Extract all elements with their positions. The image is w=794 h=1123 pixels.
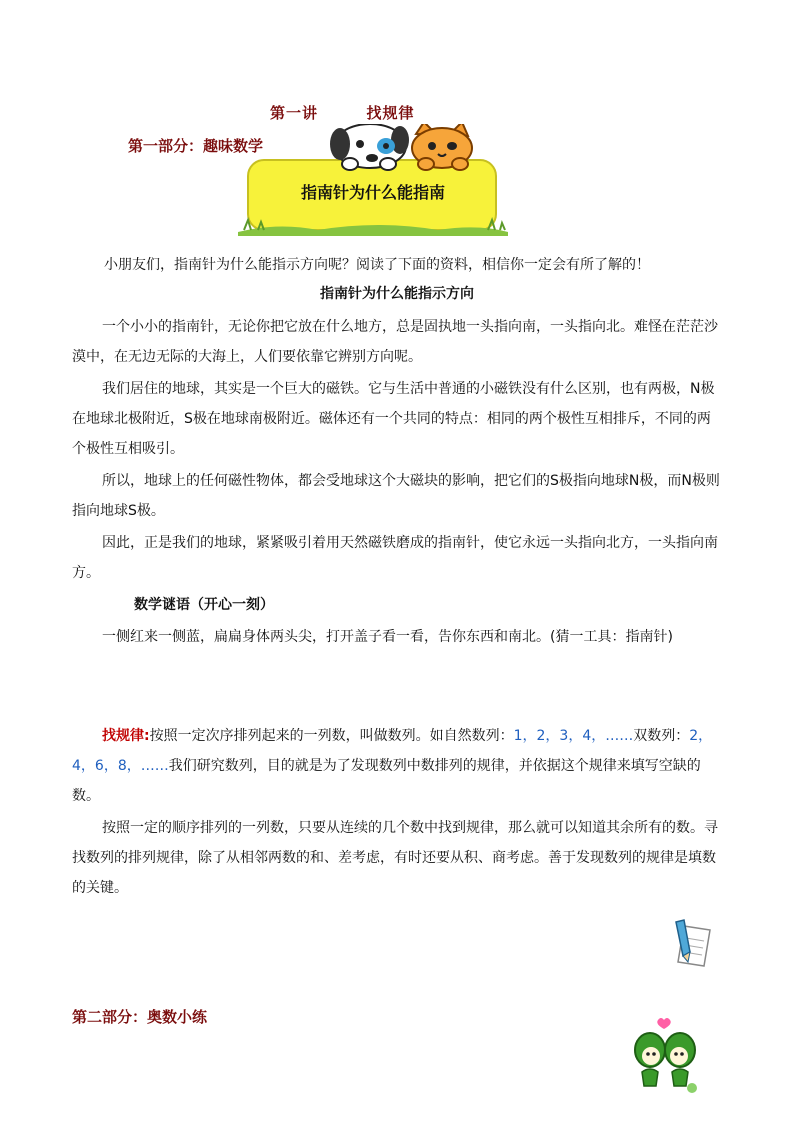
article-paragraph: 我们居住的地球，其实是一个巨大的磁铁。它与生活中普通的小磁铁没有什么区别，也有两极，N极在地球北极附近，S极在地球南极附近。磁体还有一个共同的特点：相同的两个极性互相排斥，不同的两个极性互相吸引。 <box>72 381 715 457</box>
rule-paragraph-2: 按照一定的顺序排列的一列数，只要从连续的几个数中找到规律，那么就可以知道其余所有的数。寻找数列的排列规律，除了从相邻两数的和、差考虑，有时还要从积、商考虑。善于发现数列的规律是填数的关键。 <box>72 820 718 896</box>
even-sequence: 2，4，6，8，…… <box>72 728 713 774</box>
lecture-title <box>270 102 415 123</box>
rule-paragraph <box>72 721 722 811</box>
pencil-paper-icon <box>670 918 712 968</box>
watermelon-kids-icon <box>630 1016 700 1094</box>
rule-text-c: 我们研究数列，目的就是为了发现数列中数排列的规律，并依据这个规律来填写空缺的数。 <box>72 758 701 804</box>
lecture-number: 第一讲 <box>270 104 319 122</box>
article-paragraph: 因此，正是我们的地球，紧紧吸引着用天然磁铁磨成的指南针，使它永远一头指向北方，一头指向南方。 <box>72 535 718 581</box>
intro-paragraph: 小朋友们，指南针为什么能指示方向呢？阅读了下面的资料，相信你一定会有所了解的！ <box>104 257 650 273</box>
banner-title: 指南针为什么能指南 <box>300 183 445 202</box>
riddle-text: 一侧红来一侧蓝，扁扁身体两头尖，打开盖子看一看，告你东西和南北。(猜一工具：指南针) <box>102 629 673 645</box>
riddle-title: 数学谜语（开心一刻） <box>134 597 274 613</box>
article-paragraph: 所以，地球上的任何磁性物体，都会受地球这个大磁块的影响，把它们的S极指向地球N极，而N极则指向地球S极。 <box>72 473 720 519</box>
rule-text-b: 双数列： <box>633 728 690 744</box>
natural-sequence: 1，2，3，4，…… <box>513 728 634 744</box>
rule-text-a: 按照一定次序排列起来的一列数，叫做数列。如自然数列： <box>149 728 514 744</box>
banner-illustration <box>238 124 508 236</box>
article-paragraph: 一个小小的指南针，无论你把它放在什么地方，总是固执地一头指向南，一头指向北。难怪在茫茫沙漠中，在无边无际的大海上，人们要依靠它辨别方向呢。 <box>72 319 718 365</box>
lecture-topic: 找规律 <box>366 104 415 122</box>
part1-heading: 第一部分：趣味数学 <box>128 137 264 155</box>
article-title: 指南针为什么能指示方向 <box>320 286 474 302</box>
part2-heading: 第二部分：奥数小练 <box>72 1008 208 1026</box>
rule-label: 找规律: <box>102 728 150 744</box>
